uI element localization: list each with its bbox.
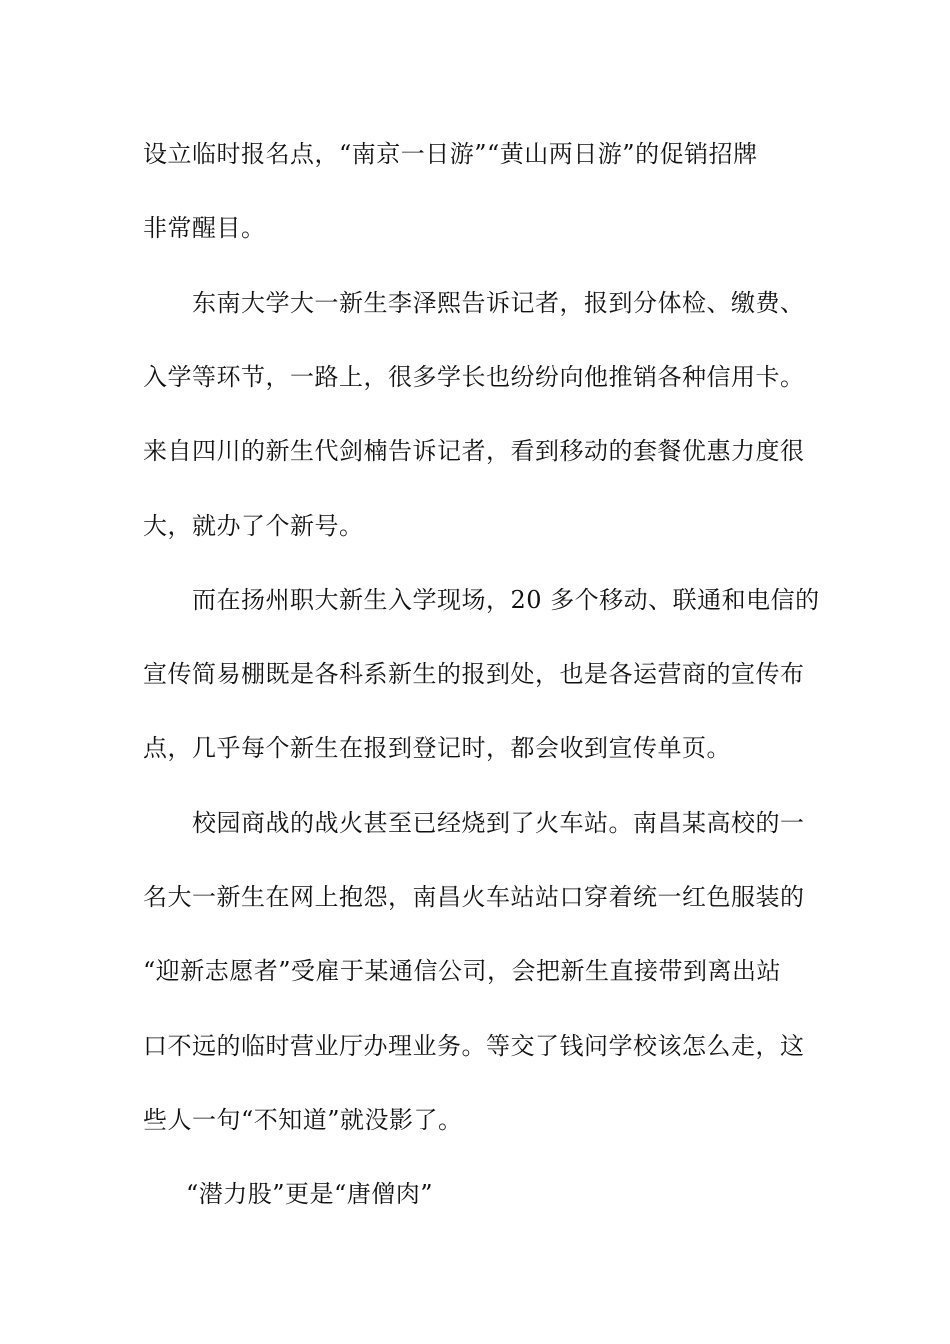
paragraph-line: 校园商战的战火甚至已经烧到了火车站。南昌某高校的一 xyxy=(192,809,805,837)
paragraph-line: “迎新志愿者”受雇于某通信公司，会把新生直接带到离出站 xyxy=(143,957,782,985)
paragraph-line: 来自四川的新生代剑楠告诉记者，看到移动的套餐优惠力度很 xyxy=(143,437,805,465)
paragraph-line: 大，就办了个新号。 xyxy=(143,512,364,540)
paragraph-line: 而在扬州职大新生入学现场，20 多个移动、联通和电信的 xyxy=(192,586,820,614)
paragraph-line: 些人一句“不知道”就没影了。 xyxy=(143,1106,463,1134)
paragraph-line: 口不远的临时营业厅办理业务。等交了钱问学校该怎么走，这 xyxy=(143,1032,805,1060)
section-heading: “潜力股”更是“唐僧肉” xyxy=(186,1180,434,1208)
paragraph-line: 宣传简易棚既是各科系新生的报到处，也是各运营商的宣传布 xyxy=(143,660,805,688)
paragraph-line: 设立临时报名点，“南京一日游”“黄山两日游”的促销招牌 xyxy=(143,140,758,168)
paragraph-line: 非常醒目。 xyxy=(143,214,266,242)
paragraph-line: 点，几乎每个新生在报到登记时，都会收到宣传单页。 xyxy=(143,734,731,762)
paragraph-line: 东南大学大一新生李泽熙告诉记者，报到分体检、缴费、 xyxy=(192,289,805,317)
paragraph-line: 名大一新生在网上抱怨，南昌火车站站口穿着统一红色服装的 xyxy=(143,883,805,911)
paragraph-line: 入学等环节，一路上，很多学长也纷纷向他推销各种信用卡。 xyxy=(143,363,805,391)
